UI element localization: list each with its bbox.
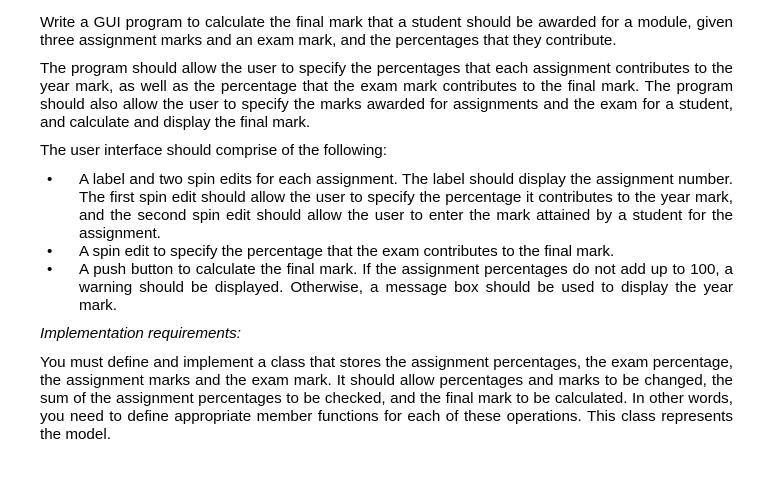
requirements-list xyxy=(40,171,733,315)
list-item-text: A spin edit to specify the percentage that the exam contributes to the final mark. xyxy=(79,243,615,260)
list-item xyxy=(40,243,733,261)
list-item-text: A push button to calculate the final mark. If the assignment percentages do not add up to 100, a warning should be displayed. Otherwise, a message box should be used to display the year mark. xyxy=(79,261,733,314)
bullet-icon: • xyxy=(47,171,53,188)
list-item-text: A label and two spin edits for each assignment. The label should display the assignment number. The first spin edit should allow the user to specify the percentage it contributes to the year mark, and the second spin edit should allow the user to enter the mark attained by a student for the assignment. xyxy=(79,171,733,242)
intro-paragraph: Write a GUI program to calculate the final mark that a student should be awarded for a module, given three assignment marks and an exam mark, and the percentages that they contribute. xyxy=(40,14,733,49)
bullet-icon: • xyxy=(47,243,53,260)
program-paragraph: The program should allow the user to specify the percentages that each assignment contributes to the year mark, as well as the percentage that the exam mark contributes to the final mark. The program should also allow the user to specify the marks awarded for assignments and the exam for a student, and calculate and display the final mark. xyxy=(40,60,733,131)
implementation-heading: Implementation requirements: xyxy=(40,325,241,342)
implementation-paragraph: You must define and implement a class that stores the assignment percentages, the exam percentage, the assignment marks and the exam mark. It should allow percentages and marks to be changed, the sum of the assignment percentages to be checked, and the final mark to be calculated. In other words, you need to define appropriate member functions for each of these operations. This class represents the model. xyxy=(40,354,733,443)
bullet-icon: • xyxy=(47,261,53,278)
list-item xyxy=(40,171,733,243)
ui-intro-paragraph: The user interface should comprise of the following: xyxy=(40,142,387,159)
list-item xyxy=(40,261,733,315)
